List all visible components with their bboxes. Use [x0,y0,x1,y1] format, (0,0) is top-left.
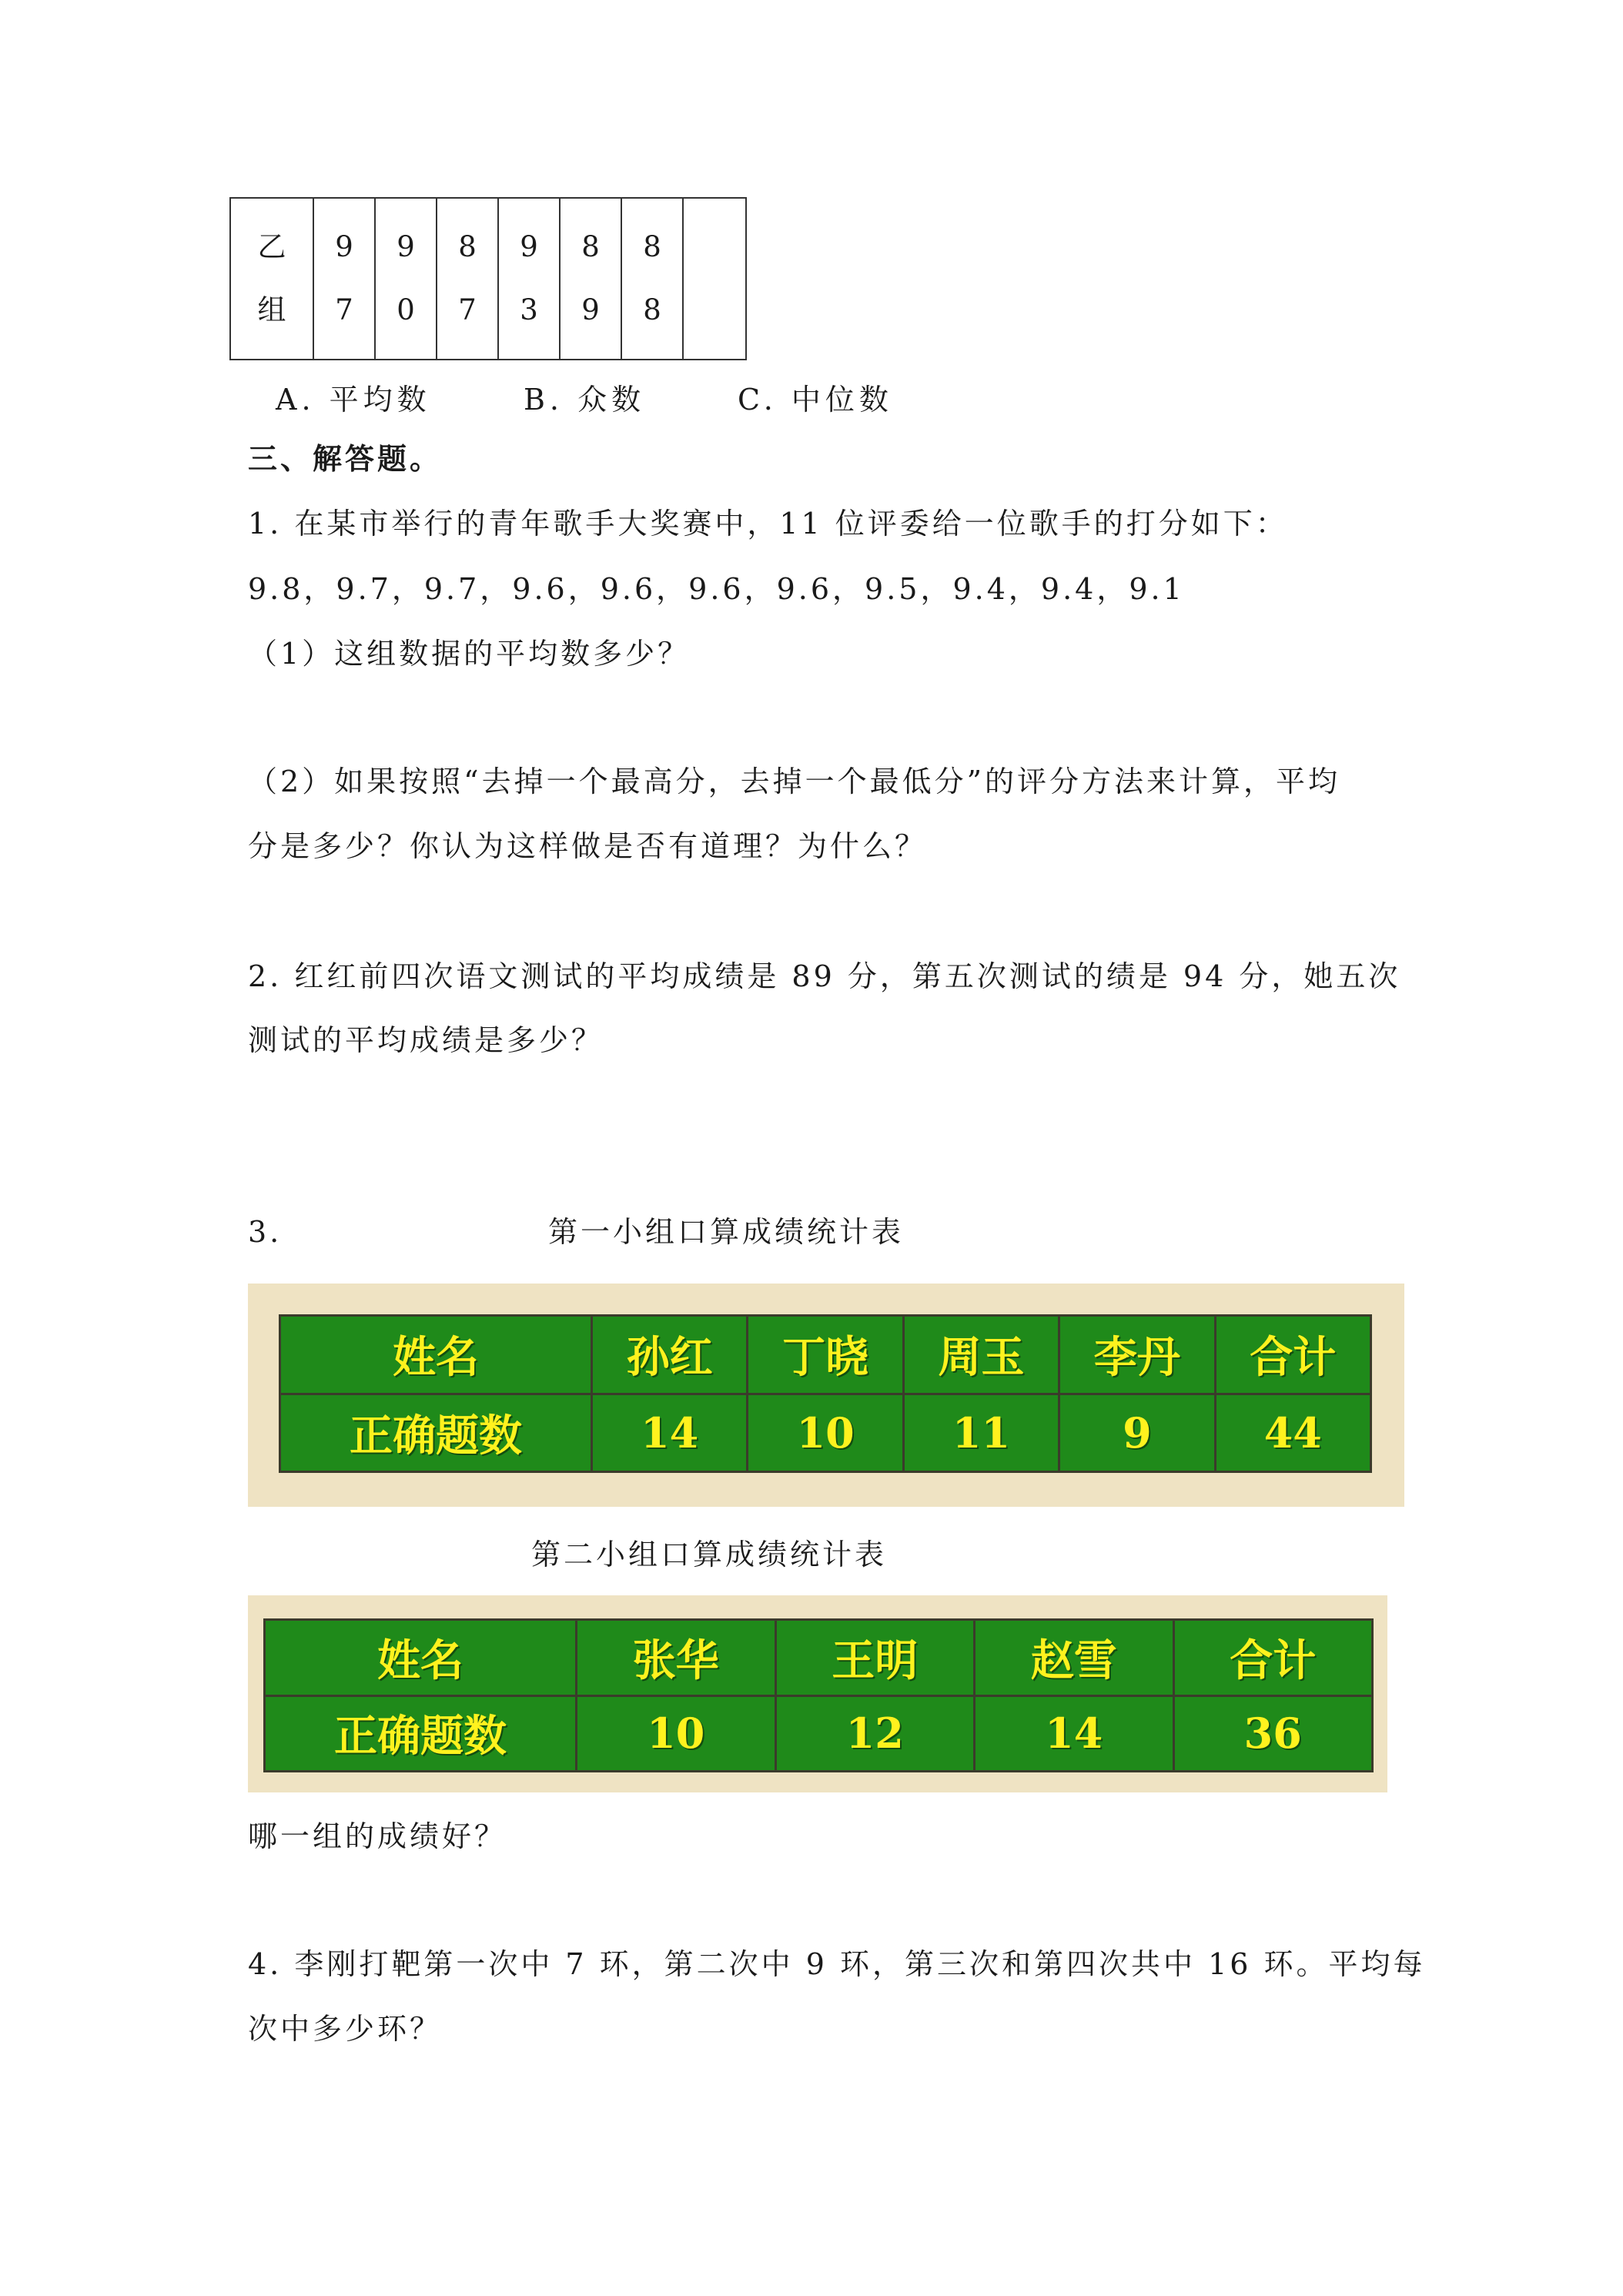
option-a: A. 平均数 [276,383,431,417]
table-cell: 姓名 [265,1620,577,1696]
group-label-char: 乙 [257,230,286,263]
score-digit: 0 [397,293,415,326]
table-cell: 11 [903,1394,1059,1472]
score-digit: 9 [581,293,600,326]
group1-table-panel [248,1284,1404,1507]
score-cell [560,198,621,360]
q2-line1: 2. 红红前四次语文测试的平均成绩是 89 分，第五次测试的绩是 94 分，她五次 [248,959,1401,993]
group2-table-panel [248,1595,1387,1792]
table-cell: 李丹 [1059,1316,1215,1394]
table-cell: 9 [1059,1394,1215,1472]
score-digit: 7 [458,293,477,326]
score-digit: 8 [643,293,661,326]
group2-stats-table [263,1618,1374,1772]
table-header-row [265,1620,1373,1696]
table-header-row [280,1316,1371,1394]
option-b: B. 众数 [524,383,646,417]
table-cell: 36 [1173,1695,1373,1772]
option-c: C. 中位数 [738,383,893,417]
table-cell: 周玉 [903,1316,1059,1394]
score-digit: 3 [520,293,538,326]
score-digit: 9 [335,230,353,263]
q1-sub2-line1: （2）如果按照“去掉一个最高分，去掉一个最低分”的评分方法来计算，平均 [248,765,1341,798]
q3-table1-title: 第一小组口算成绩统计表 [548,1215,905,1249]
group1-stats-table [279,1314,1372,1473]
score-cell [313,198,375,360]
table-cell: 44 [1215,1394,1370,1472]
table-cell: 正确题数 [280,1394,592,1472]
group-label-cell [230,198,313,360]
q2-line2: 测试的平均成绩是多少？ [248,1023,604,1057]
score-cell [621,198,683,360]
score-cell [375,198,437,360]
table-cell: 14 [975,1695,1174,1772]
score-digit: 8 [581,230,600,263]
table-row [280,1394,1371,1472]
empty-cell [683,198,746,360]
table-cell: 正确题数 [265,1695,577,1772]
table-cell: 张华 [577,1620,776,1696]
score-digit: 7 [335,293,353,326]
q1-text: 1. 在某市举行的青年歌手大奖赛中，11 位评委给一位歌手的打分如下： [248,507,1288,541]
table-cell: 赵雪 [975,1620,1174,1696]
table-cell: 14 [592,1394,748,1472]
q1-sub1: （1）这组数据的平均数多少？ [248,637,691,671]
table-cell: 10 [577,1695,776,1772]
q3-number: 3. [248,1215,283,1249]
q3-table2-title: 第二小组口算成绩统计表 [531,1538,888,1571]
group-label-char: 组 [257,293,286,326]
table-cell: 王明 [775,1620,975,1696]
group-b-score-table [229,197,747,360]
table-cell: 12 [775,1695,975,1772]
table-cell: 合计 [1215,1316,1370,1394]
score-digit: 8 [458,230,477,263]
table-cell: 丁晓 [748,1316,903,1394]
table-cell: 姓名 [280,1316,592,1394]
table-cell: 10 [748,1394,903,1472]
score-digit: 9 [520,230,538,263]
section-heading: 三、解答题。 [248,441,443,476]
q1-sub2-line2: 分是多少？你认为这样做是否有道理？为什么？ [248,829,928,863]
q3-question: 哪一组的成绩好？ [248,1819,507,1853]
q4-line2: 次中多少环？ [248,2012,443,2046]
q4-line1: 4. 李刚打靶第一次中 7 环，第二次中 9 环，第三次和第四次共中 16 环。平均每 [248,1947,1426,1981]
score-digit: 8 [643,230,661,263]
q1-scores: 9.8，9.7，9.7，9.6，9.6，9.6，9.6，9.5，9.4，9.4，9.1 [248,572,1185,606]
score-cell [498,198,560,360]
table-row [265,1695,1373,1772]
score-cell [437,198,498,360]
table-cell: 合计 [1173,1620,1373,1696]
table-cell: 孙红 [592,1316,748,1394]
score-digit: 9 [397,230,415,263]
